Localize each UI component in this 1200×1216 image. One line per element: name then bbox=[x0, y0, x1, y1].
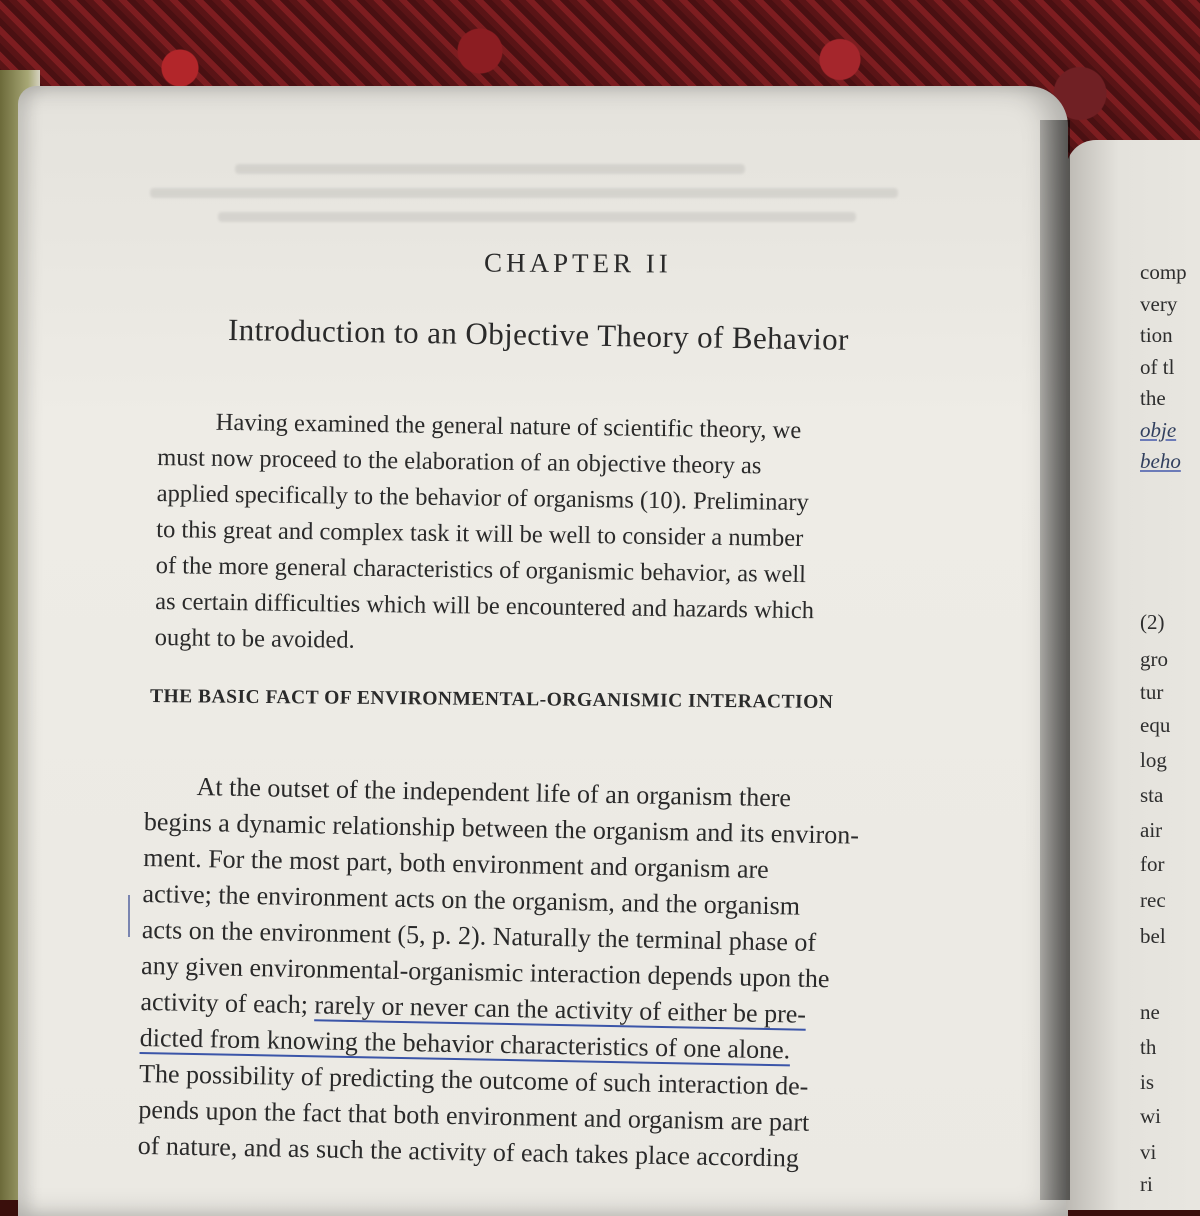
facing-page-text: rec bbox=[1140, 888, 1166, 912]
text-line: ought to be avoided. bbox=[154, 623, 355, 654]
facing-page-text: tur bbox=[1140, 680, 1164, 704]
intro-paragraph bbox=[154, 404, 1047, 668]
underlined-phrase: rarely or never can the activity of either be pre- bbox=[314, 990, 807, 1029]
text-line: active; the environment acts on the organism, and the organism bbox=[142, 878, 801, 921]
text-line: ment. For the most part, both environment and organism are bbox=[143, 842, 770, 884]
facing-page-text: bel bbox=[1140, 924, 1166, 948]
facing-page-text: beho bbox=[1140, 449, 1181, 473]
text-line: acts on the environment (5, p. 2). Naturally the terminal phase of bbox=[141, 914, 817, 957]
text-line: as certain difficulties which will be encountered and hazards which bbox=[155, 587, 815, 625]
right-page bbox=[1066, 140, 1200, 1210]
text-line: pends upon the fact that both environment and organism are part bbox=[138, 1094, 810, 1137]
facing-page-text: sta bbox=[1140, 783, 1164, 807]
text-fragment: activity of each; bbox=[140, 986, 315, 1020]
text-line: begins a dynamic relationship between the organism and its environ- bbox=[143, 806, 860, 850]
text-line: any given environmental-organismic interaction depends upon the bbox=[140, 950, 830, 994]
text-line: The possibility of predicting the outcome of such interaction de- bbox=[138, 1058, 809, 1101]
chapter-label: CHAPTER II bbox=[483, 247, 672, 279]
facing-page-text: wi bbox=[1140, 1104, 1161, 1128]
facing-page-text: ne bbox=[1140, 1000, 1160, 1024]
text-line: must now proceed to the elaboration of an objective theory as bbox=[157, 443, 762, 480]
chapter-title: Introduction to an Objective Theory of Behavior bbox=[227, 312, 850, 357]
body-paragraph bbox=[137, 768, 1054, 1181]
text-line: of nature, and as such the activity of each takes place according bbox=[137, 1130, 800, 1173]
facing-page-text: comp bbox=[1140, 260, 1187, 284]
text-line-underlined: dicted from knowing the behavior characteristics of one alone. bbox=[139, 1022, 791, 1065]
facing-page-text: gro bbox=[1140, 647, 1168, 671]
facing-page-text: obje bbox=[1140, 418, 1177, 442]
text-line: Having examined the general nature of scientific theory, we bbox=[215, 408, 802, 444]
facing-page-text: ri bbox=[1140, 1172, 1153, 1196]
section-heading: THE BASIC FACT OF ENVIRONMENTAL-ORGANISMIC INTERACTION bbox=[149, 686, 834, 713]
pencil-margin-mark bbox=[128, 895, 130, 937]
facing-page-text: equ bbox=[1140, 713, 1171, 737]
facing-page-text: log bbox=[1140, 748, 1167, 772]
text-line: of the more general characteristics of organismic behavior, as well bbox=[155, 551, 807, 589]
facing-page-text: of tl bbox=[1140, 355, 1175, 379]
facing-page-text: is bbox=[1140, 1070, 1155, 1094]
facing-page-text: (2) bbox=[1140, 610, 1165, 634]
facing-page-text: air bbox=[1140, 818, 1163, 842]
facing-page-text: for bbox=[1140, 852, 1165, 876]
facing-page-text: the bbox=[1140, 386, 1166, 410]
facing-page-text: very bbox=[1140, 292, 1178, 316]
text-line: to this great and complex task it will be well to consider a number bbox=[156, 515, 804, 553]
facing-page-text: th bbox=[1140, 1035, 1157, 1059]
text-line: applied specifically to the behavior of organisms (10). Preliminary bbox=[156, 479, 809, 517]
facing-page-text: vi bbox=[1140, 1140, 1157, 1164]
text-line: At the outset of the independent life of an organism there bbox=[196, 771, 792, 813]
facing-page-text: tion bbox=[1140, 323, 1173, 347]
bleed-through-text bbox=[150, 150, 1000, 260]
